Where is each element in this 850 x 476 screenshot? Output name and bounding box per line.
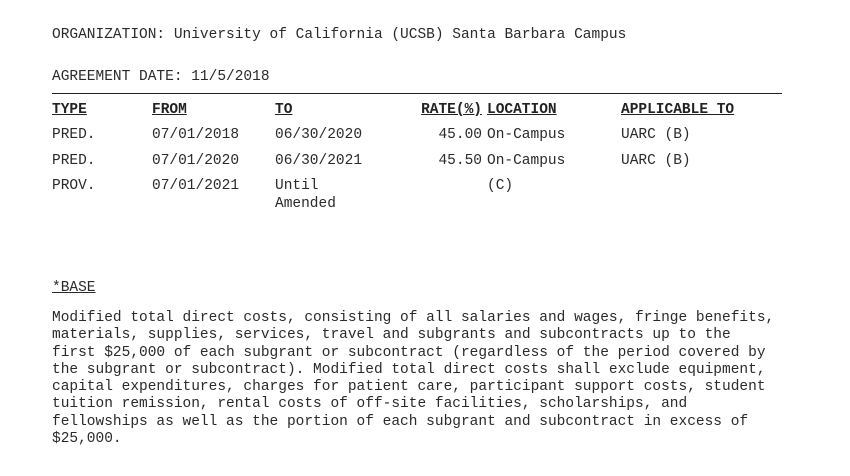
- table-cell-from: 07/01/2020: [152, 153, 240, 169]
- table-cell-type: PRED.: [52, 153, 96, 169]
- column-header-from: FROM: [152, 102, 187, 118]
- table-cell-location: On-Campus: [487, 127, 566, 143]
- table-cell-from: 07/01/2018: [152, 127, 240, 143]
- base-heading: *BASE: [52, 280, 96, 296]
- table-cell-to: 06/30/2020: [275, 127, 363, 143]
- column-header-applicable-to: APPLICABLE TO: [621, 102, 735, 118]
- base-paragraph: Modified total direct costs, consisting of all salaries and wages, fringe benefits, materials, supplies, services, travel and subgrants and subcontracts up to the first $25,000 of each subgrant or subcontract (regardless of the period covered by the subgrant or subcontract). Modified total direct costs shall exclude equipment, capital expenditures, charges for patient care, participant support costs, student tuition remission, rental costs of off-site facilities, scholarships, and fellowships as well as the portion of each subgrant and subcontract in excess of $25,000.: [52, 310, 775, 448]
- table-cell-from: 07/01/2021: [152, 178, 240, 194]
- table-cell-type: PRED.: [52, 127, 96, 143]
- table-cell-type: PROV.: [52, 178, 96, 194]
- table-cell-location: On-Campus: [487, 153, 566, 169]
- table-cell-to: 06/30/2021: [275, 153, 363, 169]
- table-cell-rate: 45.50: [438, 153, 482, 169]
- organization-line: ORGANIZATION: University of California (UCSB) Santa Barbara Campus: [52, 27, 627, 43]
- table-top-rule: [52, 93, 782, 94]
- table-cell-to: Until Amended: [275, 178, 336, 212]
- table-cell-location: (C): [487, 178, 514, 194]
- column-header-rate: RATE(%): [421, 102, 482, 118]
- agreement-date: AGREEMENT DATE: 11/5/2018: [52, 69, 270, 85]
- column-header-to: TO: [275, 102, 293, 118]
- column-header-type: TYPE: [52, 102, 87, 118]
- table-cell-applicable-to: UARC (B): [621, 127, 691, 143]
- table-cell-applicable-to: UARC (B): [621, 153, 691, 169]
- column-header-location: LOCATION: [487, 102, 557, 118]
- table-cell-rate: 45.00: [438, 127, 482, 143]
